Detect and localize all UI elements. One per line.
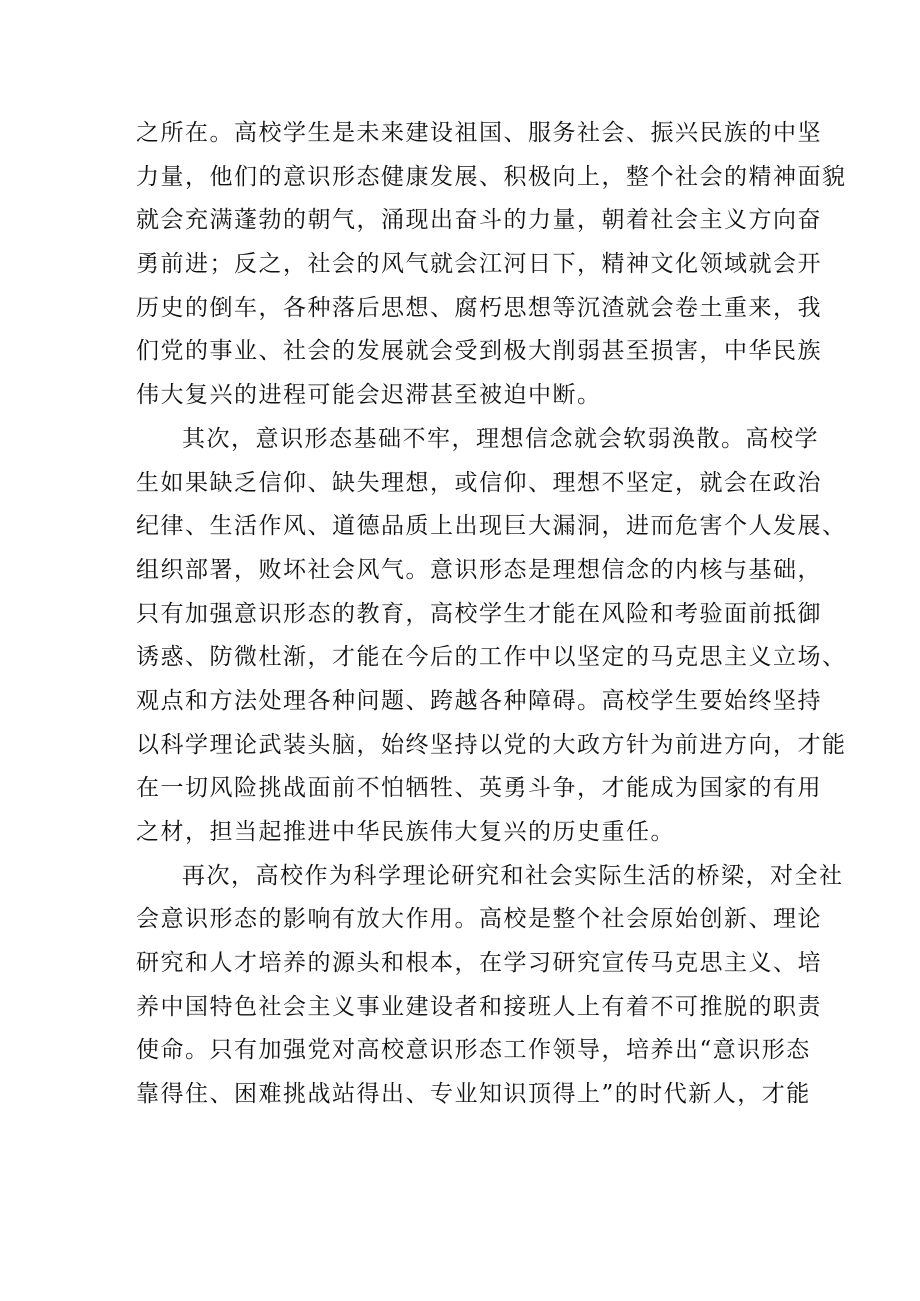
- text-line: 只有加强意识形态的教育，高校学生才能在风险和考验面前抵御: [136, 600, 822, 627]
- text-line: 养中国特色社会主义事业建设者和接班人上有着不可推脱的职责: [136, 993, 822, 1020]
- paragraph-3: [136, 855, 844, 1117]
- text-line: 勇前进；反之，社会的风气就会江河日下，精神文化领域就会开: [136, 251, 822, 278]
- text-line: 生如果缺乏信仰、缺失理想，或信仰、理想不坚定，就会在政治: [136, 469, 822, 496]
- text-line: 历史的倒车，各种落后思想、腐朽思想等沉渣就会卷土重来，我: [136, 294, 822, 321]
- paragraph-1: [136, 112, 847, 418]
- paragraph-2: [136, 418, 847, 855]
- text-line: 研究和人才培养的源头和根本，在学习研究宣传马克思主义、培: [136, 950, 822, 977]
- text-line: 以科学理论武装头脑，始终坚持以党的大政方针为前进方向，才能: [136, 731, 847, 758]
- text-line: 就会充满蓬勃的朝气，涌现出奋斗的力量，朝着社会主义方向奋: [136, 207, 822, 234]
- text-line: 力量，他们的意识形态健康发展、积极向上，整个社会的精神面貌: [136, 163, 847, 190]
- text-line: 在一切风险挑战面前不怕牺牲、英勇斗争，才能成为国家的有用: [136, 775, 822, 802]
- text-line: 会意识形态的影响有放大作用。高校是整个社会原始创新、理论: [136, 906, 822, 933]
- text-line: 之材，担当起推进中华民族伟大复兴的历史重任。: [136, 819, 675, 845]
- text-line: 纪律、生活作风、道德品质上出现巨大漏洞，进而危害个人发展、: [136, 513, 847, 540]
- text-line: 使命。只有加强党对高校意识形态工作领导，培养出“意识形态: [136, 1037, 811, 1064]
- text-line: 其次，意识形态基础不牢，理想信念就会软弱涣散。高校学: [182, 425, 819, 452]
- document-body: [136, 112, 847, 1117]
- text-line: 再次，高校作为科学理论研究和社会实际生活的桥梁，对全社: [182, 862, 844, 889]
- text-line: 们党的事业、社会的发展就会受到极大削弱甚至损害，中华民族: [136, 338, 822, 365]
- text-line: 组织部署，败坏社会风气。意识形态是理想信念的内核与基础，: [136, 556, 822, 583]
- text-line: 之所在。高校学生是未来建设祖国、服务社会、振兴民族的中坚: [136, 120, 822, 146]
- text-line: 诱惑、防微杜渐，才能在今后的工作中以坚定的马克思主义立场、: [136, 644, 847, 671]
- text-line: 观点和方法处理各种问题、跨越各种障碍。高校学生要始终坚持: [136, 687, 822, 714]
- text-line: 靠得住、困难挑战站得出、专业知识顶得上”的时代新人，才能: [136, 1081, 811, 1108]
- text-line: 伟大复兴的进程可能会迟滞甚至被迫中断。: [136, 382, 602, 409]
